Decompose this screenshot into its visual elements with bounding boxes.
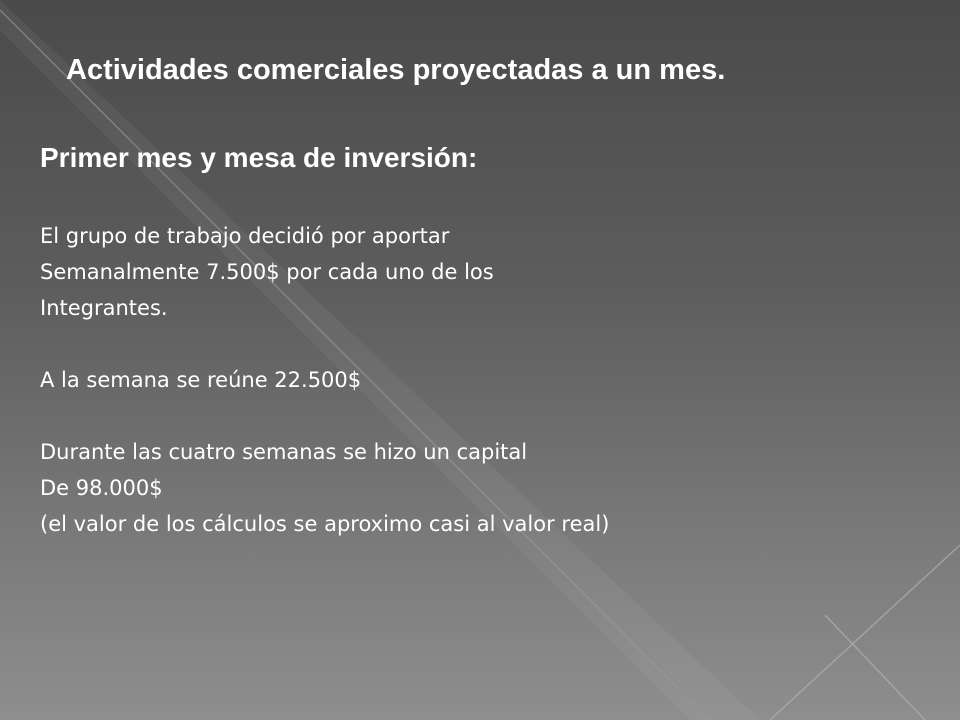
paragraph-gap	[40, 326, 940, 362]
diagonal-line-corner-b	[825, 615, 925, 720]
diagonal-line-corner-a	[770, 545, 960, 720]
body-line: Durante las cuatro semanas se hizo un capital	[40, 440, 528, 464]
slide-subtitle: Primer mes y mesa de inversión:	[40, 142, 478, 173]
slide-title: Actividades comerciales proyectadas a un mes.	[66, 54, 726, 86]
body-line: De 98.000$	[40, 476, 163, 500]
body-line: Semanalmente 7.500$ por cada uno de los	[40, 260, 494, 284]
body-line: Integrantes.	[40, 296, 168, 320]
body-line: (el valor de los cálculos se aproximo casi al valor real)	[40, 512, 610, 536]
slide-body	[40, 218, 940, 542]
paragraph-gap	[40, 398, 940, 434]
body-line: A la semana se reúne 22.500$	[40, 368, 362, 392]
body-line: El grupo de trabajo decidió por aportar	[40, 224, 450, 248]
